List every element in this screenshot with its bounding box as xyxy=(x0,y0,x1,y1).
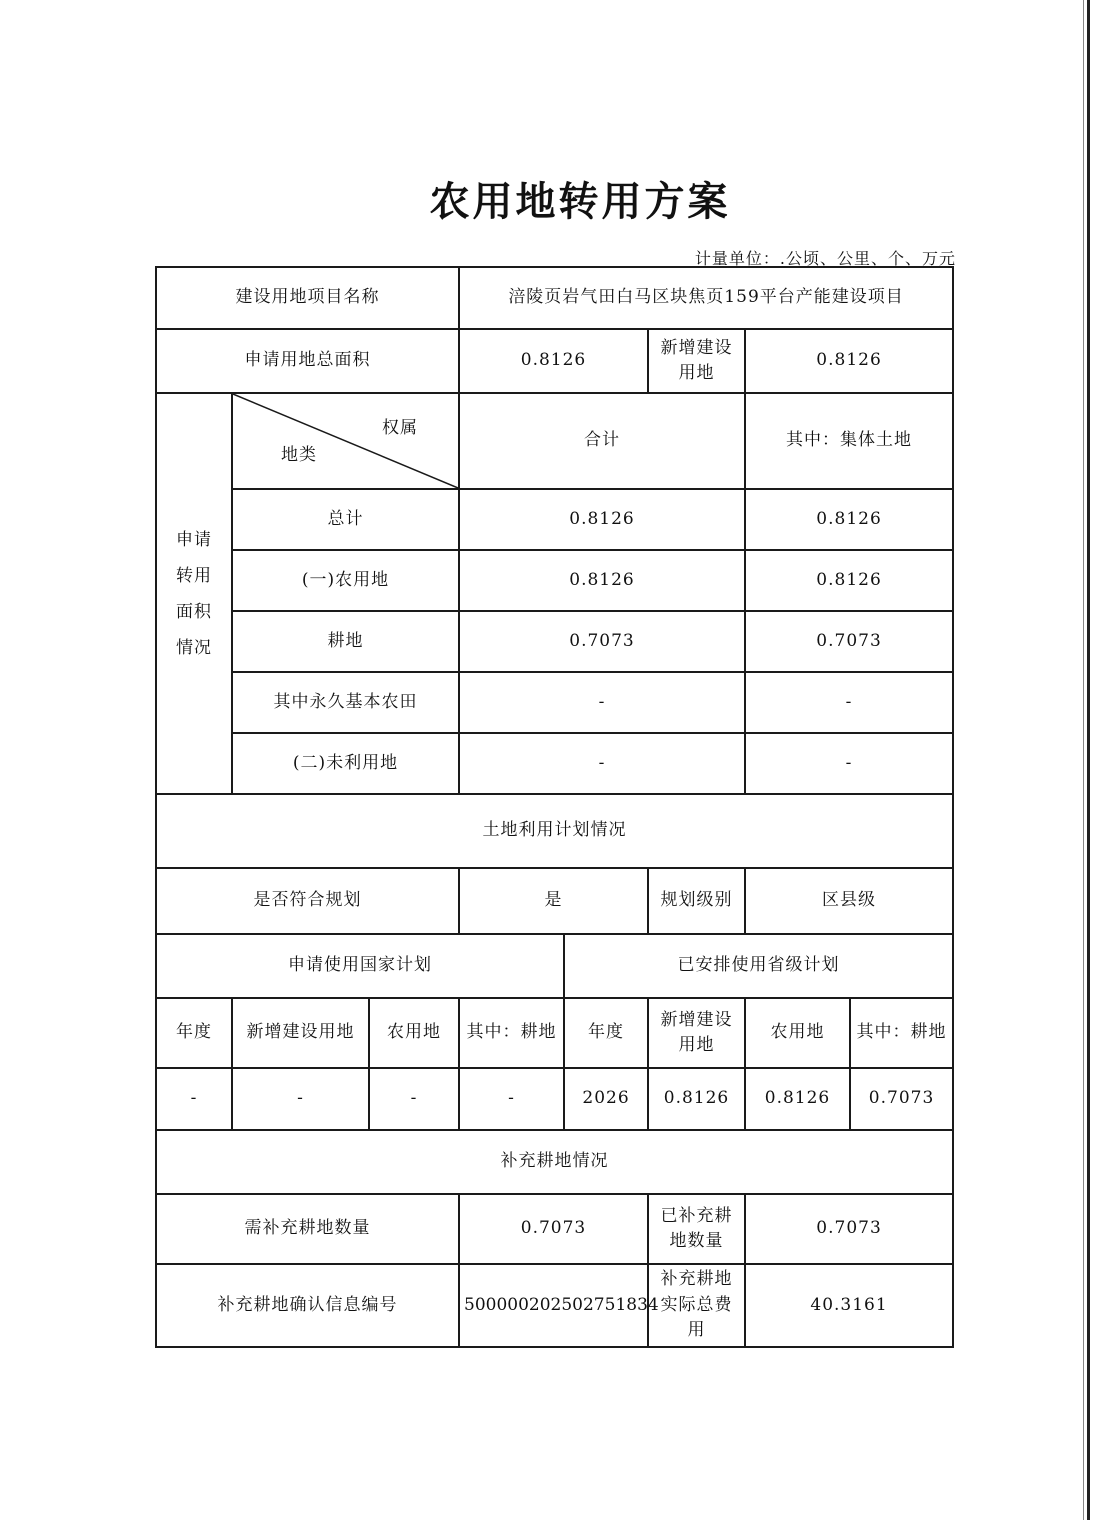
level-label: 规划级别 xyxy=(648,868,745,934)
provincial-plan-label: 已安排使用省级计划 xyxy=(564,934,953,998)
unit-note: 计量单位：.公顷、公里、个、万元 xyxy=(694,249,956,268)
row-collective: 0.7073 xyxy=(745,611,953,672)
new-construction-value: 0.8126 xyxy=(745,329,953,393)
project-name-value: 涪陵页岩气田白马区块焦页159平台产能建设项目 xyxy=(459,267,953,329)
supplement-section-row xyxy=(156,1130,953,1194)
plan-header: 年度 xyxy=(564,998,648,1068)
col-total-header: 合计 xyxy=(459,393,745,489)
scan-border-line xyxy=(1087,0,1090,1520)
confirm-no-label: 补充耕地确认信息编号 xyxy=(156,1264,459,1347)
row-collective: 0.8126 xyxy=(745,550,953,611)
row-total: - xyxy=(459,733,745,794)
row-label: (一)农用地 xyxy=(232,550,459,611)
level-value: 区县级 xyxy=(745,868,953,934)
conform-value: 是 xyxy=(459,868,648,934)
supplement-amount-row xyxy=(156,1194,953,1264)
row-label: 其中永久基本农田 xyxy=(232,672,459,733)
project-name-row xyxy=(156,267,953,329)
row-total: 0.8126 xyxy=(459,550,745,611)
plan-header: 农用地 xyxy=(745,998,850,1068)
done-value: 0.7073 xyxy=(745,1194,953,1264)
plan-value: - xyxy=(156,1068,232,1130)
plan-value: 0.7073 xyxy=(850,1068,953,1130)
cost-label: 补充耕地实际总费用 xyxy=(648,1264,745,1347)
plan-value: - xyxy=(459,1068,564,1130)
plan-header: 农用地 xyxy=(369,998,459,1068)
row-total: - xyxy=(459,672,745,733)
national-plan-label: 申请使用国家计划 xyxy=(156,934,564,998)
conform-label: 是否符合规划 xyxy=(156,868,459,934)
supplement-section-title: 补充耕地情况 xyxy=(156,1130,953,1194)
row-collective: 0.8126 xyxy=(745,489,953,550)
side-label-line: 情况 xyxy=(176,637,212,658)
side-label-line: 转用 xyxy=(176,565,212,586)
col-collective-header: 其中：集体土地 xyxy=(745,393,953,489)
cost-value: 40.3161 xyxy=(745,1264,953,1347)
area-row xyxy=(156,329,953,393)
row-label: 耕地 xyxy=(232,611,459,672)
supplement-confirm-row xyxy=(156,1264,953,1347)
new-construction-label: 新增建设用地 xyxy=(648,329,745,393)
required-label: 需补充耕地数量 xyxy=(156,1194,459,1264)
side-label-line: 申请 xyxy=(176,529,212,550)
row-collective: - xyxy=(745,733,953,794)
project-name-label: 建设用地项目名称 xyxy=(156,267,459,329)
conversion-row xyxy=(156,489,953,550)
conversion-row xyxy=(156,733,953,794)
plan-header: 新增建设用地 xyxy=(232,998,369,1068)
total-area-label: 申请用地总面积 xyxy=(156,329,459,393)
row-label: 总计 xyxy=(232,489,459,550)
scan-border-line-inner xyxy=(1083,0,1084,1520)
conversion-row xyxy=(156,672,953,733)
plan-header: 其中：耕地 xyxy=(459,998,564,1068)
required-value: 0.7073 xyxy=(459,1194,648,1264)
plan-value: 0.8126 xyxy=(745,1068,850,1130)
confirm-no-value: 500000202502751834 xyxy=(459,1264,648,1347)
conversion-plan-table xyxy=(155,266,954,1348)
plan-header: 年度 xyxy=(156,998,232,1068)
plan-value: 2026 xyxy=(564,1068,648,1130)
row-label: (二)未利用地 xyxy=(232,733,459,794)
plan-value: - xyxy=(369,1068,459,1130)
diagonal-line xyxy=(233,394,458,488)
row-total: 0.8126 xyxy=(459,489,745,550)
plan-value: - xyxy=(232,1068,369,1130)
plan-header: 新增建设用地 xyxy=(648,998,745,1068)
side-label-line: 面积 xyxy=(176,601,212,622)
plan-value-row xyxy=(156,1068,953,1130)
page-title: 农用地转用方案 xyxy=(429,178,731,225)
plan-source-row xyxy=(156,934,953,998)
plan-header-row xyxy=(156,998,953,1068)
plan-header: 其中：耕地 xyxy=(850,998,953,1068)
conversion-row xyxy=(156,611,953,672)
plan-section-row xyxy=(156,794,953,868)
conversion-side-label xyxy=(156,393,232,794)
header-landtype: 地类 xyxy=(281,444,317,465)
done-label: 已补充耕地数量 xyxy=(648,1194,745,1264)
conversion-header-row xyxy=(156,393,953,489)
total-area-value: 0.8126 xyxy=(459,329,648,393)
row-collective: - xyxy=(745,672,953,733)
header-ownership: 权属 xyxy=(382,418,419,438)
conversion-row xyxy=(156,550,953,611)
plan-value: 0.8126 xyxy=(648,1068,745,1130)
diagonal-header-cell xyxy=(232,393,459,489)
row-total: 0.7073 xyxy=(459,611,745,672)
plan-section-title: 土地利用计划情况 xyxy=(156,794,953,868)
plan-conform-row xyxy=(156,868,953,934)
